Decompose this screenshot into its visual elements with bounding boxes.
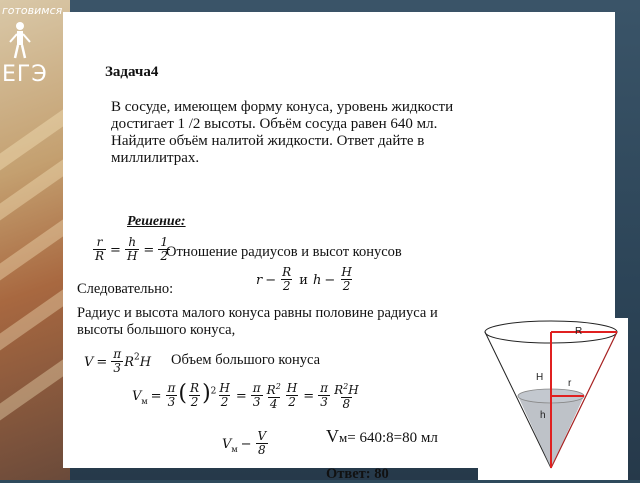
solution-heading: Решение:	[127, 214, 186, 229]
vm-calc: Vм= 640:8=80 мл	[326, 426, 438, 446]
halves-note: Радиус и высота малого конуса равны половине радиуса и высоты большого конуса,	[77, 305, 438, 338]
therefore-text: Следовательно:	[77, 281, 174, 297]
label-H: H	[536, 372, 544, 383]
ratio-note: Отношение радиусов и высот конусов	[166, 244, 402, 260]
volume-note: Объем большого конуса	[171, 352, 321, 368]
ratio-formula: $\frac{r}{R}$ = $\frac{h}{H}$ = $\frac{1}{2}$	[95, 235, 168, 263]
label-h: h	[540, 410, 546, 421]
answer-text: Ответ: 80	[326, 466, 389, 482]
cone-diagram	[478, 318, 628, 480]
person-icon	[6, 20, 36, 60]
logo-tagline: готовимся	[2, 4, 63, 17]
volume-formula: V = $\frac{\pi}{3}$ $R^2H$	[84, 347, 152, 375]
logo-sidebar	[0, 0, 70, 480]
logo-ege: ЕГЭ	[2, 62, 48, 87]
halves-formula: r − $\frac{R}{2}$ и h − $\frac{H}{2}$	[256, 265, 352, 293]
ratio-volume-formula: $V_м$ − $\frac{V}{8}$	[222, 429, 267, 457]
task-title: Задача4	[105, 64, 159, 80]
small-volume-formula: $V_м$ = $\frac{\pi}{3}$ ( $\frac{R}{2}$ )$^2$ $\frac{H}{2}$ = $\frac{\pi}{3}$ $\frac{R^2}{4}$ $\frac{H}{2}$ = $\frac{\pi}{3}$ $\frac{R^2H}{8}$	[132, 381, 359, 411]
task-text: В сосуде, имеющем форму конуса, уровень жидкости достигает 1 /2 высоты. Объём сосуда равен 640 мл. Найдите объём налитой жидкости. Ответ дайте в миллилитрах.	[111, 99, 454, 166]
label-r: r	[568, 378, 572, 389]
label-R: R	[575, 326, 583, 337]
